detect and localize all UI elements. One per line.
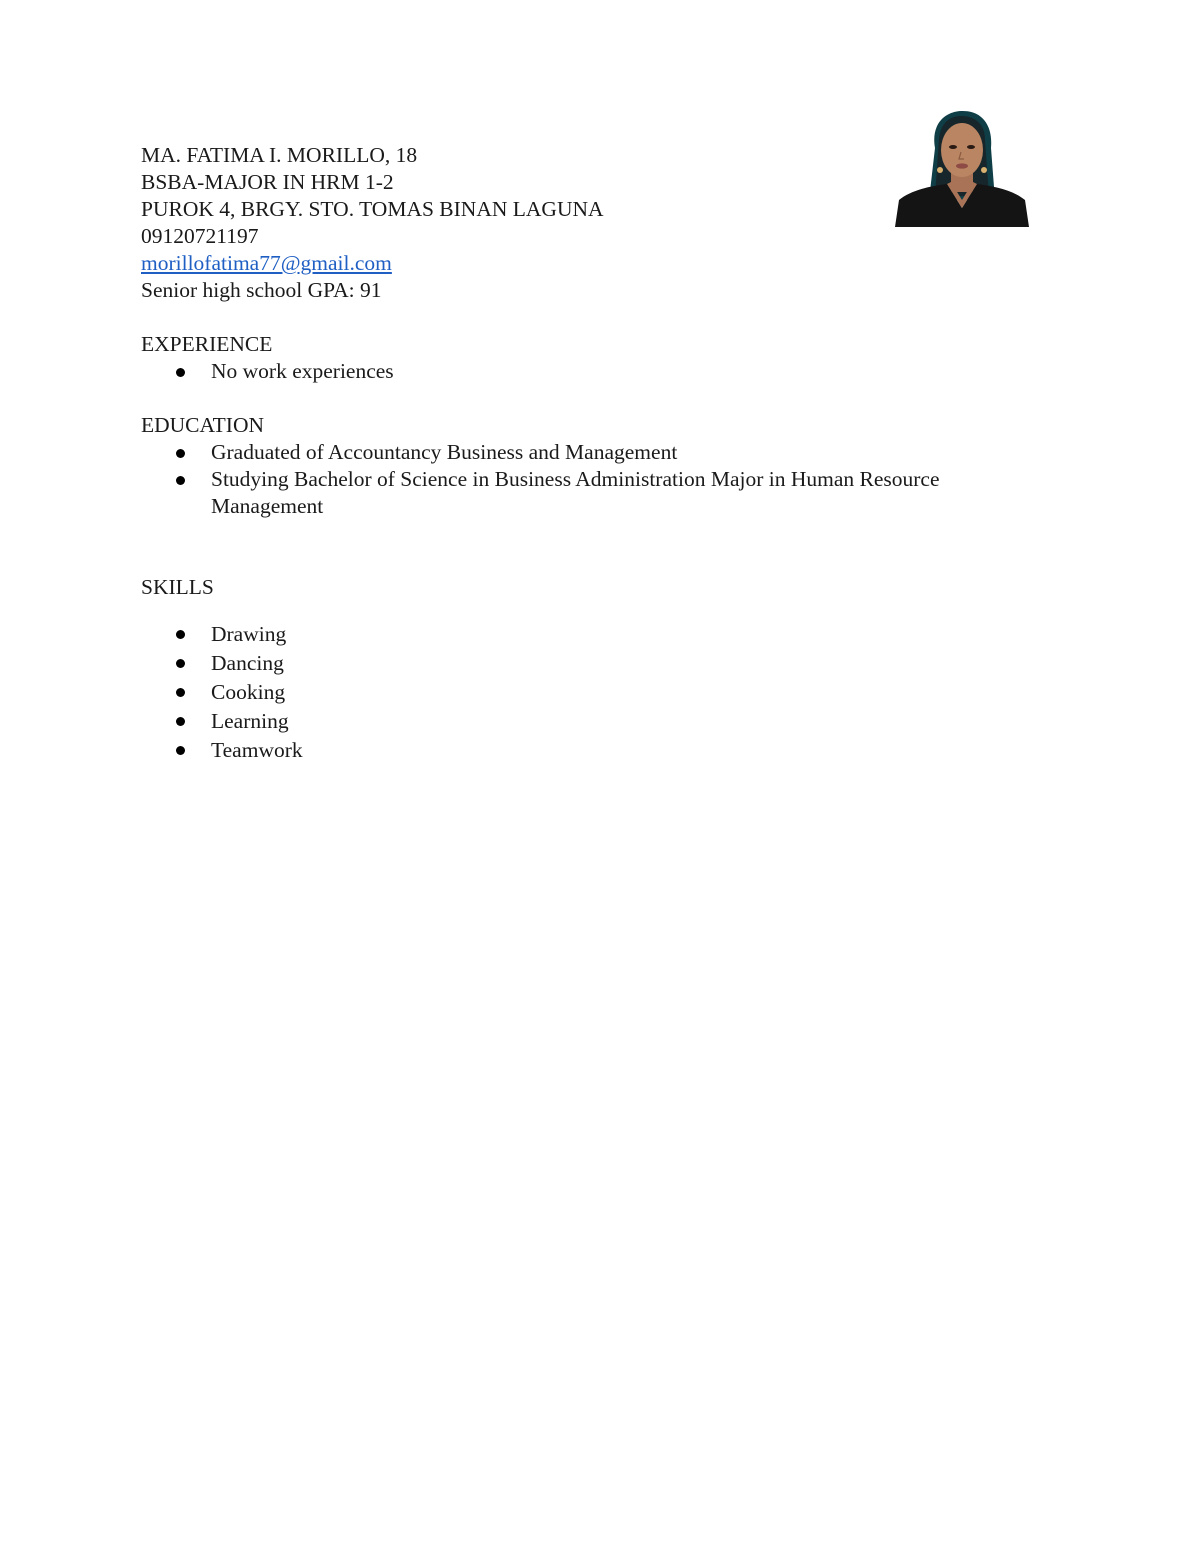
skill-item-text: Dancing — [211, 651, 284, 675]
skill-item-text: Teamwork — [211, 738, 303, 762]
list-item — [141, 358, 1011, 385]
education-item-text: Studying Bachelor of Science in Business Administration Major in Human Resource — [211, 467, 940, 491]
phone-line: 09120721197 — [141, 224, 259, 248]
education-item-text: Graduated of Accountancy Business and Management — [211, 440, 678, 464]
list-item — [141, 736, 1011, 765]
experience-item-text: No work experiences — [211, 359, 394, 383]
gpa-line: Senior high school GPA: 91 — [141, 278, 382, 302]
bullet-icon — [176, 476, 185, 485]
skill-item-text: Cooking — [211, 680, 286, 704]
resume-body — [141, 142, 1041, 765]
bullet-icon — [176, 368, 185, 377]
education-list — [141, 439, 1041, 520]
experience-heading: EXPERIENCE — [141, 332, 273, 356]
skill-item-text: Drawing — [211, 622, 287, 646]
bullet-icon — [176, 449, 185, 458]
education-heading: EDUCATION — [141, 413, 265, 437]
skills-heading: SKILLS — [141, 575, 214, 599]
bullet-icon — [176, 746, 185, 755]
address-line: PUROK 4, BRGY. STO. TOMAS BINAN LAGUNA — [141, 197, 604, 221]
experience-list — [141, 358, 1041, 385]
bullet-icon — [176, 688, 185, 697]
skill-item-text: Learning — [211, 709, 289, 733]
list-item — [141, 466, 1011, 520]
program-line: BSBA-MAJOR IN HRM 1-2 — [141, 170, 394, 194]
skills-list — [141, 620, 1041, 765]
list-item — [141, 620, 1011, 649]
list-item — [141, 707, 1011, 736]
list-item — [141, 678, 1011, 707]
bullet-icon — [176, 630, 185, 639]
bullet-icon — [176, 717, 185, 726]
bullet-icon — [176, 659, 185, 668]
name-line: MA. FATIMA I. MORILLO, 18 — [141, 143, 418, 167]
list-item — [141, 439, 1011, 466]
education-item-continuation: Management — [211, 494, 324, 518]
list-item — [141, 649, 1011, 678]
email-link[interactable]: morillofatima77@gmail.com — [141, 251, 392, 275]
